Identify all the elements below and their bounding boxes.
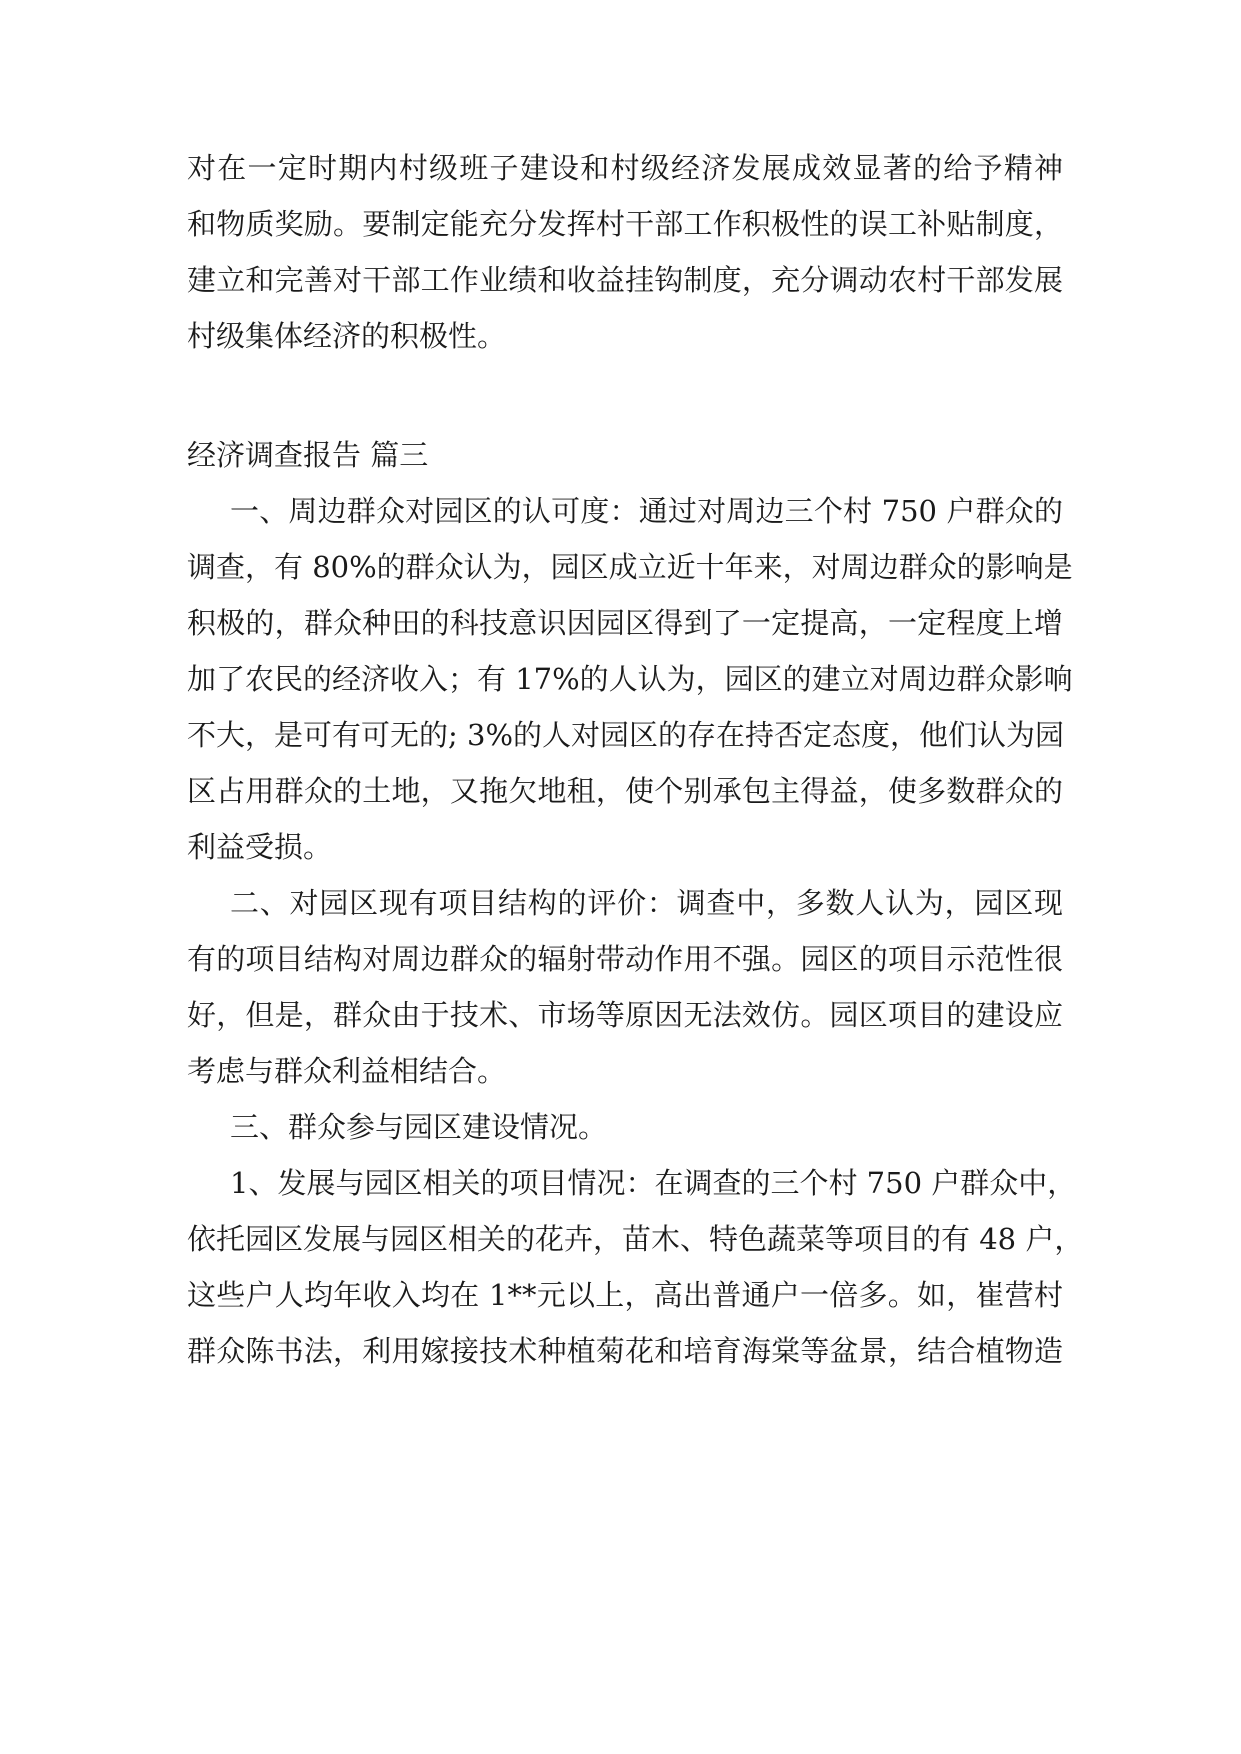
body-text-line: 建立和完善对干部工作业绩和收益挂钩制度，充分调动农村干部发展 (187, 263, 1063, 297)
body-text-line: 有的项目结构对周边群众的辐射带动作用不强。园区的项目示范性很 (187, 942, 1063, 976)
body-text-line: 加了农民的经济收入；有 17%的人认为，园区的建立对周边群众影响 (187, 662, 1073, 696)
body-text-line: 二、对园区现有项目结构的评价：调查中，多数人认为，园区现 (230, 886, 1063, 920)
body-text-line: 依托园区发展与园区相关的花卉，苗木、特色蔬菜等项目的有 48 户， (187, 1222, 1084, 1256)
subsection-heading: 三、群众参与园区建设情况。 (230, 1110, 608, 1144)
body-text-line: 对在一定时期内村级班子建设和村级经济发展成效显著的给予精神 (187, 151, 1063, 185)
body-text-line: 考虑与群众利益相结合。 (187, 1054, 507, 1088)
body-text-line: 1、发展与园区相关的项目情况：在调查的三个村 750 户群众中， (230, 1166, 1077, 1200)
body-text-line: 这些户人均年收入均在 1**元以上，高出普通户一倍多。如，崔营村 (187, 1278, 1063, 1312)
body-text-line: 利益受损。 (187, 830, 333, 864)
body-text-line: 不大，是可有可无的; 3%的人对园区的存在持否定态度，他们认为园 (187, 718, 1064, 752)
body-text-line: 调查，有 80%的群众认为，园区成立近十年来，对周边群众的影响是 (187, 550, 1073, 584)
section-heading: 经济调查报告 篇三 (187, 438, 429, 472)
body-text-line: 和物质奖励。要制定能充分发挥村干部工作积极性的误工补贴制度， (187, 207, 1063, 241)
body-text-line: 群众陈书法，利用嫁接技术种植菊花和培育海棠等盆景，结合植物造 (187, 1334, 1063, 1368)
body-text-line: 村级集体经济的积极性。 (187, 319, 507, 353)
body-text-line: 好，但是，群众由于技术、市场等原因无法效仿。园区项目的建设应 (187, 998, 1063, 1032)
body-text-line: 区占用群众的土地，又拖欠地租，使个别承包主得益，使多数群众的 (187, 774, 1063, 808)
body-text-line: 积极的，群众种田的科技意识因园区得到了一定提高，一定程度上增 (187, 606, 1063, 640)
body-text-line: 一、周边群众对园区的认可度：通过对周边三个村 750 户群众的 (230, 494, 1063, 528)
